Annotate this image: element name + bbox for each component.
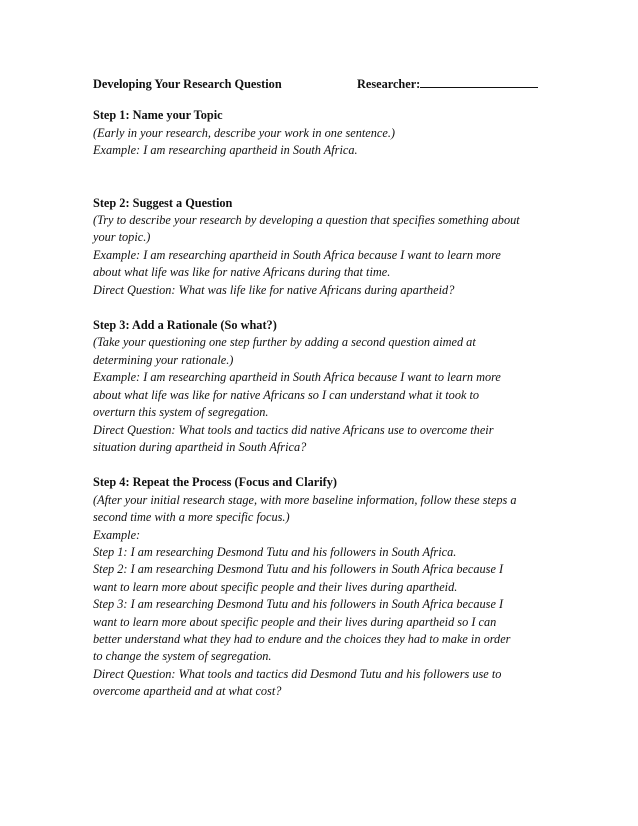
step-4-heading: Step 4: Repeat the Process (Focus and Clarify)	[93, 475, 337, 490]
step-1-line: Example: I am researching apartheid in South Africa.	[93, 143, 358, 158]
step-4-section	[93, 474, 553, 700]
step-4-line: Step 1: I am researching Desmond Tutu and his followers in South Africa.	[93, 544, 457, 559]
step-2-line: Direct Question: What was life like for native Africans during apartheid?	[93, 282, 455, 297]
step-4-line: (After your initial research stage, with more baseline information, follow these steps a	[93, 492, 517, 507]
step-4-line: Step 2: I am researching Desmond Tutu and his followers in South Africa because I	[93, 562, 504, 577]
step-3-line: (Take your questioning one step further by adding a second question aimed at	[93, 335, 476, 350]
step-1-heading: Step 1: Name your Topic	[93, 108, 223, 123]
step-4-line: want to learn more about specific people and their lives during apartheid so I can	[93, 614, 497, 629]
step-4-line: overcome apartheid and at what cost?	[93, 684, 282, 699]
document-page	[93, 76, 553, 701]
step-3-line: about what life was like for native Africans so I can understand what it took to	[93, 387, 480, 402]
step-2-line: Example: I am researching apartheid in South Africa because I want to learn more	[93, 247, 501, 262]
step-3-line: Direct Question: What tools and tactics did native Africans use to overcome their	[93, 422, 494, 437]
step-4-line: want to learn more about specific people and their lives during apartheid.	[93, 579, 458, 594]
researcher-label: Researcher:	[357, 77, 421, 91]
step-3-line: overturn this system of segregation.	[93, 405, 269, 420]
step-2-section	[93, 195, 553, 299]
step-2-line: about what life was like for native Africans during that time.	[93, 265, 391, 280]
step-4-line: second time with a more specific focus.)	[93, 510, 290, 525]
step-3-heading: Step 3: Add a Rationale (So what?)	[93, 318, 277, 333]
step-4-line: Example:	[93, 527, 141, 542]
step-1-section	[93, 107, 553, 159]
step-2-line: your topic.)	[93, 230, 151, 245]
step-2-line: (Try to describe your research by developing a question that specifies something about	[93, 213, 520, 228]
step-4-line: Step 3: I am researching Desmond Tutu and his followers in South Africa because I	[93, 597, 504, 612]
document-header	[93, 76, 553, 93]
step-3-line: Example: I am researching apartheid in South Africa because I want to learn more	[93, 370, 501, 385]
step-4-line: Direct Question: What tools and tactics did Desmond Tutu and his followers use to	[93, 666, 502, 681]
step-4-line: better understand what they had to endure and the choices they had to make in order	[93, 631, 511, 646]
step-1-line: (Early in your research, describe your work in one sentence.)	[93, 125, 395, 140]
step-4-line: to change the system of segregation.	[93, 649, 272, 664]
step-2-heading: Step 2: Suggest a Question	[93, 195, 233, 210]
step-3-line: determining your rationale.)	[93, 352, 234, 367]
document-title: Developing Your Research Question	[93, 77, 282, 91]
step-3-section	[93, 317, 553, 456]
researcher-blank-line[interactable]	[420, 76, 538, 88]
step-3-line: situation during apartheid in South Africa?	[93, 439, 307, 454]
